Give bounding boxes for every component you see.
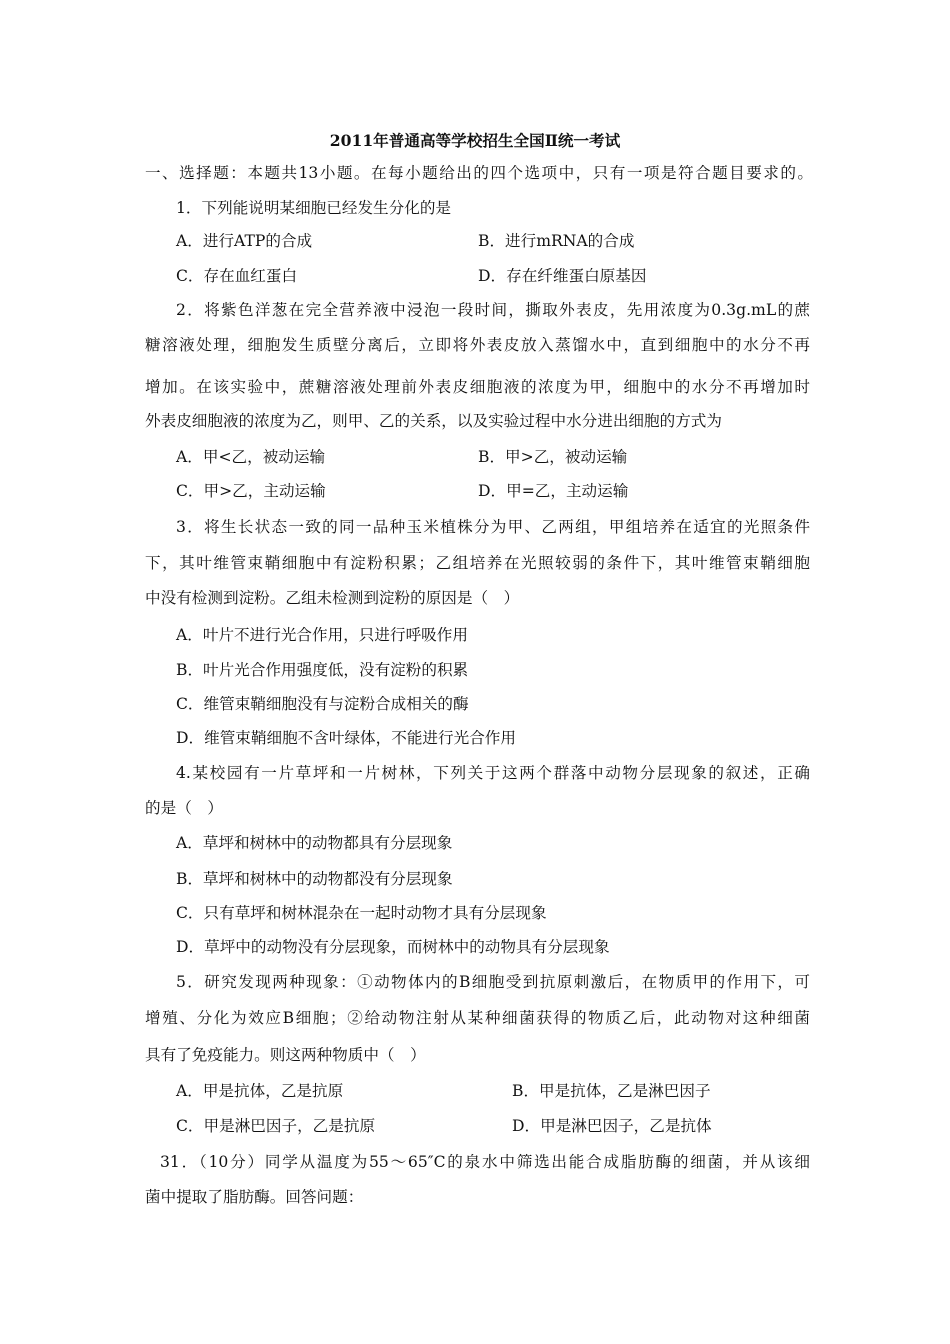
question-2-stem-line: 增加。在该实验中，蔗糖溶液处理前外表皮细胞液的浓度为甲，细胞中的水分不再增加时 <box>145 378 810 396</box>
question-1-option-c: C．存在血红蛋白 <box>176 267 298 285</box>
question-5-stem-line: 5．研究发现两种现象：①动物体内的B细胞受到抗原刺激后，在物质甲的作用下，可 <box>176 973 810 991</box>
question-3-option-c: C．维管束鞘细胞没有与淀粉合成相关的酶 <box>176 695 469 713</box>
question-4-option-b: B．草坪和树林中的动物都没有分层现象 <box>176 870 453 888</box>
question-31-stem-line: 31．（10分）同学从温度为55～65″C的泉水中筛选出能合成脂肪酶的细菌，并从该细 <box>160 1153 810 1171</box>
question-2-option-d: D．甲=乙，主动运输 <box>478 482 629 500</box>
question-3-option-a: A．叶片不进行光合作用，只进行呼吸作用 <box>176 626 468 644</box>
question-3-stem-line: 中没有检测到淀粉。乙组未检测到淀粉的原因是（ ） <box>145 589 520 607</box>
question-2-stem-line: 2．将紫色洋葱在完全营养液中浸泡一段时间，撕取外表皮，先用浓度为0.3g.mL的蔗 <box>176 301 810 319</box>
question-5-stem-line: 具有了免疫能力。则这两种物质中（ ） <box>145 1046 426 1064</box>
question-3-option-b: B．叶片光合作用强度低，没有淀粉的积累 <box>176 661 469 679</box>
section-header: 一、选择题：本题共13小题。在每小题给出的四个选项中，只有一项是符合题目要求的。 <box>145 164 813 182</box>
question-2-stem-line: 糖溶液处理，细胞发生质壁分离后，立即将外表皮放入蒸馏水中，直到细胞中的水分不再 <box>145 336 810 354</box>
page-title: 2011年普通高等学校招生全国Ⅱ统一考试 <box>329 131 621 150</box>
question-1-stem: 1．下列能说明某细胞已经发生分化的是 <box>176 199 452 217</box>
question-4-stem-line: 的是（ ） <box>145 799 223 817</box>
question-4-option-a: A．草坪和树林中的动物都具有分层现象 <box>176 834 453 852</box>
question-1-option-d: D．存在纤维蛋白原基因 <box>478 267 647 285</box>
question-5-option-a: A．甲是抗体，乙是抗原 <box>176 1082 344 1100</box>
question-5-option-b: B．甲是抗体，乙是淋巴因子 <box>512 1082 711 1100</box>
question-5-stem-line: 增殖、分化为效应B细胞；②给动物注射从某种细菌获得的物质乙后，此动物对这种细菌 <box>145 1009 810 1027</box>
question-1-option-a: A．进行ATP的合成 <box>176 232 313 250</box>
question-4-option-c: C．只有草坪和树林混杂在一起时动物才具有分层现象 <box>176 904 547 922</box>
question-2-option-c: C．甲>乙，主动运输 <box>176 482 326 500</box>
question-4-option-d: D．草坪中的动物没有分层现象，而树林中的动物具有分层现象 <box>176 938 610 956</box>
question-3-stem-line: 3．将生长状态一致的同一品种玉米植株分为甲、乙两组，甲组培养在适宜的光照条件 <box>176 518 810 536</box>
question-31-stem-line: 菌中提取了脂肪酶。回答问题： <box>145 1188 364 1206</box>
question-4-stem-line: 4.某校园有一片草坪和一片树林，下列关于这两个群落中动物分层现象的叙述，正确 <box>176 764 810 782</box>
question-5-option-d: D．甲是淋巴因子，乙是抗体 <box>512 1117 712 1135</box>
question-3-stem-line: 下，其叶维管束鞘细胞中有淀粉积累；乙组培养在光照较弱的条件下，其叶维管束鞘细胞 <box>145 554 810 572</box>
question-3-option-d: D．维管束鞘细胞不含叶绿体，不能进行光合作用 <box>176 729 516 747</box>
question-1-option-b: B．进行mRNA的合成 <box>478 232 635 250</box>
question-5-option-c: C．甲是淋巴因子，乙是抗原 <box>176 1117 376 1135</box>
question-2-option-b: B．甲>乙，被动运输 <box>478 448 628 466</box>
question-2-option-a: A．甲<乙，被动运输 <box>176 448 326 466</box>
question-2-stem-line: 外表皮细胞液的浓度为乙，则甲、乙的关系，以及实验过程中水分进出细胞的方式为 <box>145 412 722 430</box>
